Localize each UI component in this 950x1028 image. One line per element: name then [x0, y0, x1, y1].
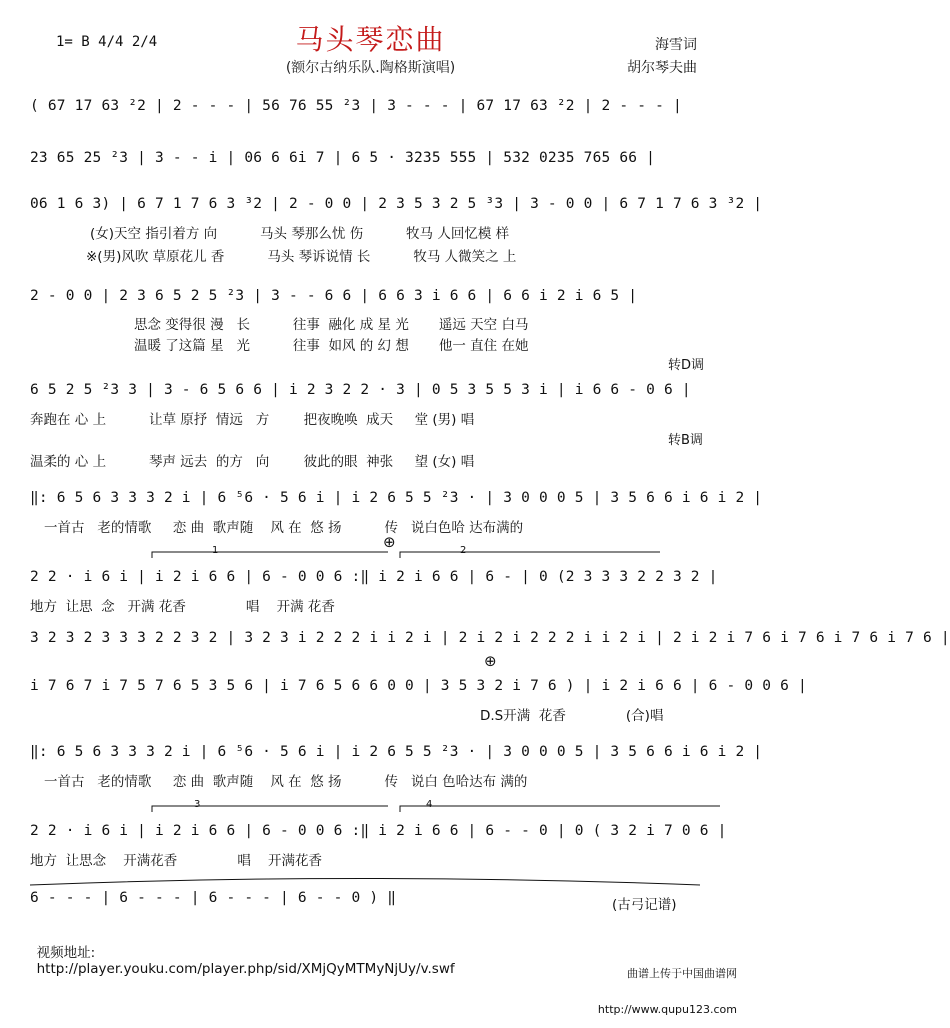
lyric-line-5a: 奔跑在 心 上 让草 原抒 情远 方 把夜晚唤 成天 堂 (男) 唱 [30, 412, 475, 428]
lyricist-credit: 海雪词 [655, 37, 697, 53]
lyric-line-6: 一首古 老的情歌 恋 曲 歌声随 风 在 悠 扬 传 说白色哈 达布满的 [44, 520, 524, 536]
page-title: 马头琴恋曲 [295, 23, 446, 56]
score-line-7: 2 2 · i 6 i | i 2 i 6 6 | 6 - 0 0 6 :‖ i 2 i 6 6 | 6 - | 0 (2 3 3 3 2 2 3 2 | [30, 569, 718, 585]
watermark-line-2: http://www.qupu123.com [597, 1003, 737, 1016]
volta-2: 2 [460, 545, 467, 556]
lyric-line-7: 地方 让思 念 开满 花香 唱 开满 花香 [30, 599, 335, 615]
score-line-1: ( 67 17 63 ²2 | 2 - - - | 56 76 55 ²3 | 3 - - - | 67 17 63 ²2 | 2 - - - | [30, 98, 682, 114]
score-line-8: 3 2 3 2 3 3 3 2 2 3 2 | 3 2 3 i 2 2 2 i i 2 i | 2 i 2 i 2 2 2 i i 2 i | 2 i 2 i 7 6 i 7 6 i 7 6 i 7 6 | [30, 630, 950, 646]
key-change-d: 转D调 [668, 358, 705, 373]
lyric-line-4a: 思念 变得很 漫 长 往事 融化 成 星 光 遥远 天空 白马 [134, 317, 529, 333]
watermark [598, 944, 737, 1028]
score-line-3: 06 1 6 3) | 6 7 1 7 6 3 ³2 | 2 - 0 0 | 2 3 5 3 2 5 ³3 | 3 - 0 0 | 6 7 1 7 6 3 ³2 | [30, 196, 763, 212]
lyric-line-11: 地方 让思念 开满花香 唱 开满花香 [30, 853, 322, 869]
score-line-6: ‖: 6 5 6 3 3 3 2 i | 6 ⁵6 · 5 6 i | i 2 6 5 5 ²3 · | 3 0 0 0 5 | 3 5 6 6 i 6 i 2 | [30, 490, 763, 506]
composer-credit: 胡尔琴夫曲 [627, 60, 697, 76]
watermark-line-1: 曲谱上传于中国曲谱网 [627, 967, 737, 980]
lyric-line-3a: (女)天空 指引着方 向 马头 琴那么忧 伤 牧马 人回忆模 样 [90, 226, 510, 242]
score-line-9: i 7 6 7 i 7 5 7 6 5 3 5 6 | i 7 6 5 6 6 0 0 | 3 5 3 2 i 7 6 ) | i 2 i 6 6 | 6 - 0 0 6 | [30, 678, 807, 694]
score-line-4: 2 - 0 0 | 2 3 6 5 2 5 ²3 | 3 - - 6 6 | 6 6 3 i 6 6 | 6 6 i 2 i 6 5 | [30, 288, 638, 304]
volta-1: 1 [212, 545, 219, 556]
score-line-2: 23 65 25 ²3 | 3 - - i | 06 6 6i 7 | 6 5 · 3235 555 | 532 0235 765 66 | [30, 150, 656, 166]
lyric-line-3b: ※(男)风吹 草原花儿 香 马头 琴诉说情 长 牧马 人微笑之 上 [86, 249, 517, 265]
transcriber-credit: (古弓记谱) [612, 897, 677, 913]
score-line-11: 2 2 · i 6 i | i 2 i 6 6 | 6 - 0 0 6 :‖ i 2 i 6 6 | 6 - - 0 | 0 ( 3 2 i 7 0 6 | [30, 823, 727, 839]
video-link[interactable]: http://player.youku.com/player.php/sid/XMjQyMTMyNjUy/v.swf [36, 961, 455, 977]
lyric-line-4b: 温暖 了这篇 星 光 往事 如风 的 幻 想 他一 直住 在她 [134, 338, 529, 354]
score-line-5: 6 5 2 5 ²3 3 | 3 - 6 5 6 6 | i 2 3 2 2 · 3 | 0 5 3 5 5 3 i | i 6 6 - 0 6 | [30, 382, 691, 398]
video-address [28, 925, 455, 977]
lyric-line-5b: 温柔的 心 上 琴声 远去 的方 向 彼此的眼 神张 望 (女) 唱 [30, 454, 475, 470]
video-label: 视频地址: [36, 945, 96, 961]
lyric-line-9: D.S开满 花香 (合)唱 [480, 708, 664, 724]
performer-subtitle: (额尔古纳乐队.陶格斯演唱) [285, 60, 456, 76]
key-change-b: 转B调 [668, 433, 703, 448]
coda-sign-1: ⊕ [383, 533, 396, 551]
volta-3: 3 [194, 799, 201, 810]
volta-4: 4 [426, 799, 433, 810]
lyric-line-10: 一首古 老的情歌 恋 曲 歌声随 风 在 悠 扬 传 说白 色哈达布 满的 [44, 774, 528, 790]
key-signature: 1= B 4/4 2/4 [56, 34, 158, 50]
coda-sign-2: ⊕ [484, 652, 497, 670]
score-line-10: ‖: 6 5 6 3 3 3 2 i | 6 ⁵6 · 5 6 i | i 2 6 5 5 ²3 · | 3 0 0 0 5 | 3 5 6 6 i 6 i 2 | [30, 744, 763, 760]
score-line-12: 6 - - - | 6 - - - | 6 - - - | 6 - - 0 ) ‖ [30, 890, 397, 906]
